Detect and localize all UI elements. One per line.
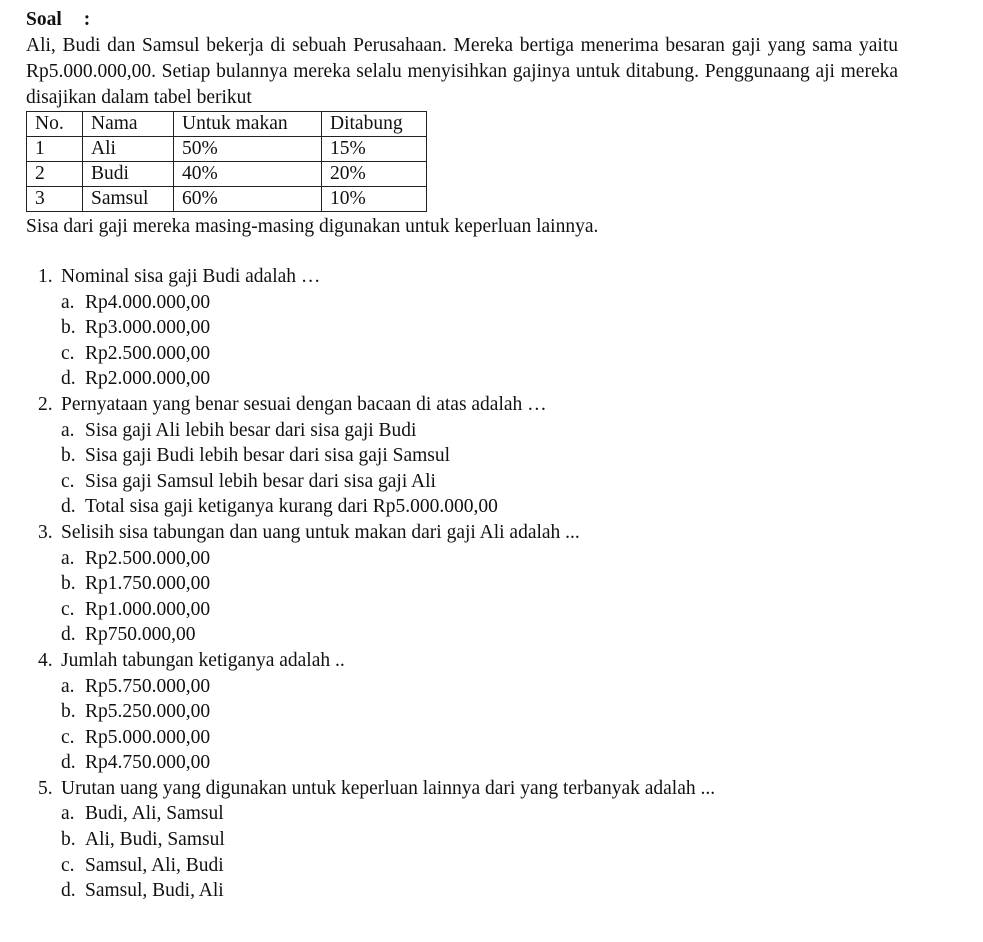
table-cell: 2 bbox=[27, 162, 83, 187]
option-text: Sisa gaji Samsul lebih besar dari sisa gaji Ali bbox=[85, 470, 436, 492]
option-letter: c. bbox=[61, 470, 75, 492]
question-text: Urutan uang yang digunakan untuk keperluan lainnya dari yang terbanyak adalah ... bbox=[61, 777, 716, 799]
heading-colon: : bbox=[83, 9, 91, 30]
option-text: Samsul, Ali, Budi bbox=[85, 854, 224, 876]
answer-option bbox=[26, 622, 983, 648]
answer-option bbox=[26, 853, 983, 879]
table-cell: Samsul bbox=[83, 187, 174, 212]
option-text: Budi, Ali, Samsul bbox=[85, 803, 224, 825]
table-header: No. bbox=[27, 112, 83, 137]
option-letter: c. bbox=[61, 342, 75, 364]
table-cell: 10% bbox=[322, 187, 427, 212]
question-number: 4. bbox=[38, 649, 53, 671]
answer-option bbox=[26, 699, 983, 725]
option-letter: a. bbox=[61, 803, 75, 825]
option-letter: a. bbox=[61, 547, 75, 569]
option-text: Rp5.000.000,00 bbox=[85, 726, 211, 748]
answer-option bbox=[26, 494, 983, 520]
option-letter: b. bbox=[61, 573, 76, 595]
option-letter: a. bbox=[61, 291, 75, 313]
answer-option bbox=[26, 315, 983, 341]
heading-text: Soal bbox=[26, 9, 62, 30]
table-header: Untuk makan bbox=[174, 112, 322, 137]
question-text: Selisih sisa tabungan dan uang untuk makan dari gaji Ali adalah ... bbox=[61, 521, 580, 543]
question-stem bbox=[26, 776, 983, 802]
table-cell: 3 bbox=[27, 187, 83, 212]
question bbox=[26, 392, 983, 520]
table-row bbox=[27, 187, 427, 212]
option-letter: c. bbox=[61, 598, 75, 620]
option-letter: d. bbox=[61, 368, 76, 390]
option-text: Rp750.000,00 bbox=[85, 624, 196, 646]
question-text: Jumlah tabungan ketiganya adalah .. bbox=[61, 649, 345, 671]
option-letter: b. bbox=[61, 701, 76, 723]
option-letter: a. bbox=[61, 675, 75, 697]
option-text: Rp1.000.000,00 bbox=[85, 598, 211, 620]
table-cell: 20% bbox=[322, 162, 427, 187]
question-number: 1. bbox=[38, 266, 53, 287]
option-text: Rp2.000.000,00 bbox=[85, 368, 211, 390]
option-letter: b. bbox=[61, 445, 76, 467]
question bbox=[26, 648, 983, 776]
answer-option bbox=[26, 750, 983, 776]
question-text: Nominal sisa gaji Budi adalah … bbox=[61, 266, 321, 287]
table-cell: Ali bbox=[83, 137, 174, 162]
table-cell: 1 bbox=[27, 137, 83, 162]
option-text: Rp1.750.000,00 bbox=[85, 573, 211, 595]
answer-option bbox=[26, 725, 983, 751]
answer-option bbox=[26, 546, 983, 572]
option-text: Samsul, Budi, Ali bbox=[85, 880, 224, 902]
question bbox=[26, 264, 983, 392]
table-cell: 60% bbox=[174, 187, 322, 212]
option-text: Sisa gaji Budi lebih besar dari sisa gaji Samsul bbox=[85, 445, 451, 467]
option-letter: d. bbox=[61, 752, 76, 774]
table-header: Ditabung bbox=[322, 112, 427, 137]
table-row bbox=[27, 162, 427, 187]
question-stem bbox=[26, 648, 983, 674]
question-stem bbox=[26, 264, 983, 290]
option-letter: d. bbox=[61, 624, 76, 646]
option-text: Ali, Budi, Samsul bbox=[85, 829, 225, 851]
table-header-row bbox=[27, 112, 427, 137]
option-letter: a. bbox=[61, 419, 75, 441]
question-stem bbox=[26, 520, 983, 546]
heading bbox=[26, 6, 983, 33]
after-table-text: Sisa dari gaji mereka masing-masing digunakan untuk keperluan lainnya. bbox=[26, 216, 599, 237]
option-letter: c. bbox=[61, 854, 75, 876]
option-text: Rp4.000.000,00 bbox=[85, 291, 211, 313]
table-cell: 15% bbox=[322, 137, 427, 162]
question bbox=[26, 520, 983, 648]
table-header: Nama bbox=[83, 112, 174, 137]
option-text: Rp3.000.000,00 bbox=[85, 317, 211, 339]
table-cell: 40% bbox=[174, 162, 322, 187]
question-stem bbox=[26, 392, 983, 418]
table-row bbox=[27, 137, 427, 162]
answer-option bbox=[26, 366, 983, 392]
question-number: 3. bbox=[38, 521, 53, 543]
answer-option bbox=[26, 418, 983, 444]
question-text: Pernyataan yang benar sesuai dengan bacaan di atas adalah … bbox=[61, 393, 547, 415]
option-text: Rp5.750.000,00 bbox=[85, 675, 211, 697]
answer-option bbox=[26, 801, 983, 827]
table-cell: 50% bbox=[174, 137, 322, 162]
option-letter: d. bbox=[61, 880, 76, 902]
answer-option bbox=[26, 290, 983, 316]
option-letter: b. bbox=[61, 317, 76, 339]
table-cell: Budi bbox=[83, 162, 174, 187]
option-text: Rp2.500.000,00 bbox=[85, 342, 211, 364]
answer-option bbox=[26, 827, 983, 853]
option-letter: c. bbox=[61, 726, 75, 748]
option-text: Total sisa gaji ketiganya kurang dari Rp5.000.000,00 bbox=[85, 496, 498, 518]
answer-option bbox=[26, 469, 983, 495]
answer-option bbox=[26, 878, 983, 904]
salary-table bbox=[26, 111, 427, 212]
question bbox=[26, 776, 983, 904]
answer-option bbox=[26, 674, 983, 700]
answer-option bbox=[26, 597, 983, 623]
question-number: 2. bbox=[38, 393, 53, 415]
answer-option bbox=[26, 341, 983, 367]
answer-option bbox=[26, 571, 983, 597]
option-text: Rp4.750.000,00 bbox=[85, 752, 211, 774]
question-number: 5. bbox=[38, 777, 53, 799]
option-text: Rp5.250.000,00 bbox=[85, 701, 211, 723]
option-text: Sisa gaji Ali lebih besar dari sisa gaji Budi bbox=[85, 419, 417, 441]
option-text: Rp2.500.000,00 bbox=[85, 547, 211, 569]
intro-paragraph: Ali, Budi dan Samsul bekerja di sebuah Perusahaan. Mereka bertiga menerima besaran gaji yang sama yaitu Rp5.000.000,00. Setiap bulannya mereka selalu menyisihkan gajinya untuk ditabung. Penggunaang aji mereka disajikan dalam tabel berikut bbox=[26, 35, 898, 108]
option-letter: d. bbox=[61, 496, 76, 518]
answer-option bbox=[26, 443, 983, 469]
question-list bbox=[26, 264, 983, 904]
option-letter: b. bbox=[61, 829, 76, 851]
